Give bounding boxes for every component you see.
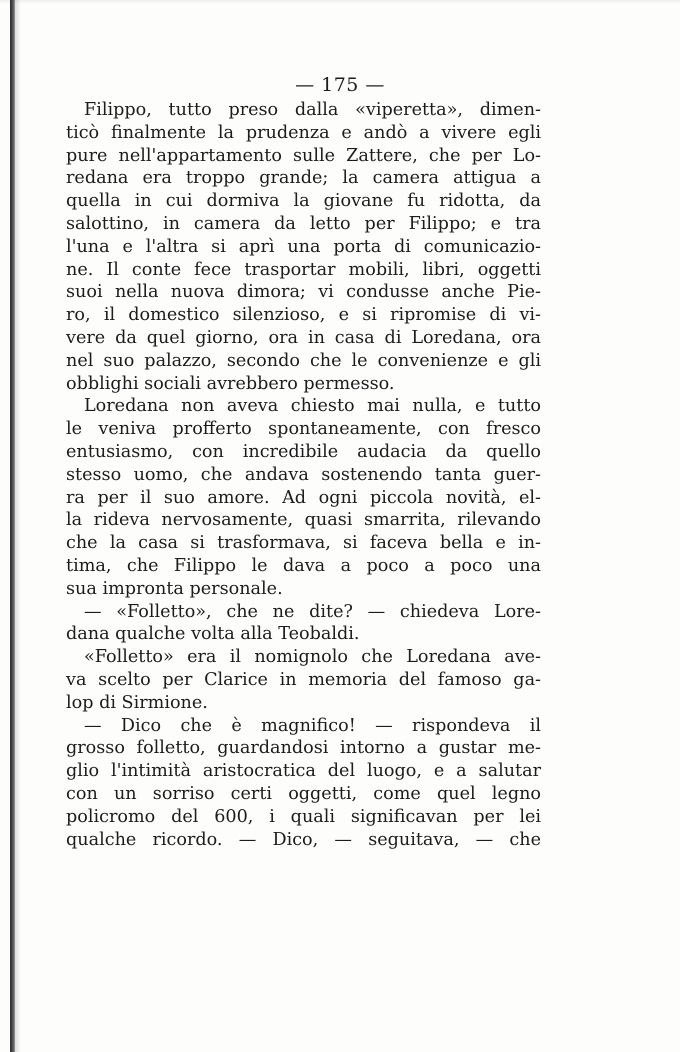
text-line: la rideva nervosamente, quasi smarrita, rilevando — [66, 510, 541, 531]
text-line: sua impronta personale. — [66, 578, 283, 599]
text-line: — «Folletto», che ne dite? — chiedeva Lore- — [84, 601, 541, 622]
text-line: salottino, in camera da letto per Filippo; e tra — [66, 213, 541, 234]
top-edge-shadow — [0, 0, 680, 4]
text-line: l'una e l'altra si aprì una porta di comunicazio- — [66, 236, 541, 257]
text-line: Filippo, tutto preso dalla «viperetta», dimen- — [84, 100, 541, 120]
page-number: — 175 — — [295, 74, 385, 96]
text-line: stesso uomo, che andava sostenendo tanta guer- — [66, 464, 541, 485]
text-line: ro, il domestico silenzioso, e si ripromise di vi- — [66, 305, 541, 326]
text-line: obblighi sociali avrebbero permesso. — [66, 373, 395, 394]
text-line: vere da quel giorno, ora in casa di Loredana, ora — [66, 327, 541, 348]
text-line: le veniva profferto spontaneamente, con fresco — [66, 419, 541, 440]
text-line: suoi nella nuova dimora; vi condusse anche Pie- — [66, 282, 541, 303]
text-line: dana qualche volta alla Teobaldi. — [66, 624, 360, 645]
text-line: — Dico che è magnifico! — rispondeva il — [84, 715, 541, 736]
body-text — [66, 99, 541, 851]
text-line: pure nell'appartamento sulle Zattere, che per Lo- — [66, 145, 541, 166]
binding-shadow — [15, 0, 21, 1052]
text-line: ticò finalmente la prudenza e andò a vivere egli — [66, 122, 541, 143]
text-line: policromo del 600, i quali significavan per lei — [66, 806, 541, 827]
text-line: nel suo palazzo, secondo che le convenienze e gli — [66, 350, 541, 371]
text-line: grosso folletto, guardandosi intorno a gustar me- — [66, 738, 541, 759]
text-line: che la casa si trasformava, si faceva bella e in- — [66, 533, 541, 554]
text-line: tima, che Filippo le dava a poco a poco una — [66, 555, 541, 576]
text-line: ra per il suo amore. Ad ogni piccola novità, el- — [66, 487, 541, 508]
text-line: glio l'intimità aristocratica del luogo, e a salutar — [66, 761, 541, 782]
text-line: entusiasmo, con incredibile audacia da quello — [66, 441, 541, 462]
text-line: lop di Sirmione. — [66, 692, 208, 713]
text-line: ne. Il conte fece trasportar mobili, libri, oggetti — [66, 259, 541, 280]
text-line: va scelto per Clarice in memoria del famoso ga- — [66, 669, 541, 690]
text-line: redana era troppo grande; la camera attigua a — [66, 168, 541, 189]
text-line: con un sorriso certi oggetti, come quel legno — [66, 783, 541, 804]
text-line: qualche ricordo. — Dico, — seguitava, — che — [66, 829, 541, 850]
text-line: Loredana non aveva chiesto mai nulla, e tutto — [84, 396, 541, 417]
text-line: quella in cui dormiva la giovane fu ridotta, da — [66, 191, 541, 212]
text-line: «Folletto» era il nomignolo che Loredana ave- — [84, 647, 541, 668]
